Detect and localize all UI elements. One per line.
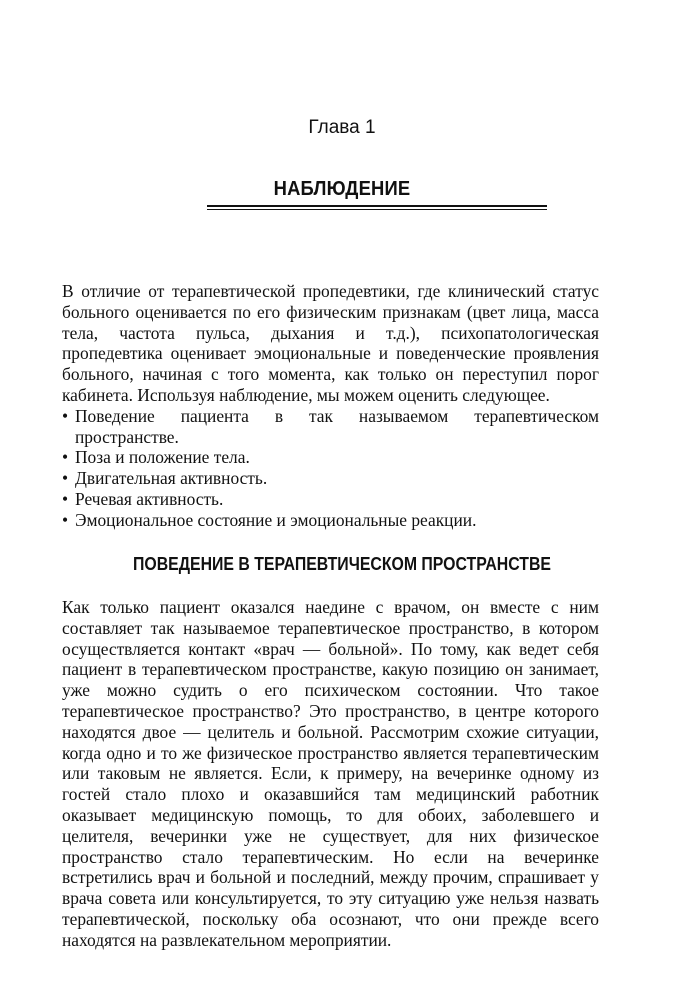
intro-block	[62, 281, 599, 531]
title-underline-thin	[207, 209, 547, 210]
section-heading: ПОВЕДЕНИЕ В ТЕРАПЕВТИЧЕСКОМ ПРОСТРАНСТВЕ	[133, 554, 551, 574]
list-item: • Эмоциональное состояние и эмоциональные реакции.	[62, 509, 477, 530]
title-underline	[207, 205, 547, 207]
bullet-icon: •	[62, 509, 69, 530]
list-item: • Поведение пациента в так называемом терапевтическом пространстве.	[62, 405, 599, 447]
list-item: • Речевая активность.	[62, 488, 224, 509]
chapter-label: Глава 1	[308, 117, 376, 138]
bullet-list	[62, 406, 599, 531]
bullet-icon: •	[62, 488, 69, 509]
list-item: • Поза и положение тела.	[62, 447, 250, 468]
list-item: • Двигательная активность.	[62, 468, 268, 489]
bullet-icon: •	[62, 447, 69, 468]
chapter-title: НАБЛЮДЕНИЕ	[273, 178, 411, 200]
bullet-icon: •	[62, 405, 69, 426]
intro-paragraph: В отличие от терапевтической пропедевтики, где клинический статус больного оценивается по его физическим признакам (цвет лица, масса тела, частота пульса, дыхания и т.д.), психопатологическая пропедевтика оценивает эмоциональные и поведенческие проявления больного, начиная с того момента, как только он переступил порог кабинета. Используя наблюдение, мы можем оценить следующее.	[62, 281, 599, 405]
section-block	[62, 597, 599, 951]
section-paragraph: Как только пациент оказался наедине с врачом, он вместе с ним составляет так называемое терапевтическое пространство, в котором осуществляется контакт «врач — больной». По тому, как ведет себя пациент в терапевтическом пространстве, какую позицию он занимает, уже можно судить о его психическом состоянии. Что такое терапевтическое пространство? Это пространство, в центре которого находятся двое — целитель и больной. Рассмотрим схожие ситуации, когда одно и то же физическое пространство является терапевтическим или таковым не является. Если, к примеру, на вечеринке одному из гостей стало плохо и оказавшийся там медицинский работник оказывает медицинскую помощь, то для обоих, заболевшего и целителя, вечеринки уже не существует, для них физическое пространство стало терапевтическим. Но если на вечеринке встретились врач и больной и последний, между прочим, спрашивает у врача совета или консультируется, то эту ситуацию уже нельзя назвать терапевтической, поскольку оба осознают, что они прежде всего находятся на развлекательном мероприятии.	[62, 597, 599, 950]
bullet-icon: •	[62, 468, 69, 489]
